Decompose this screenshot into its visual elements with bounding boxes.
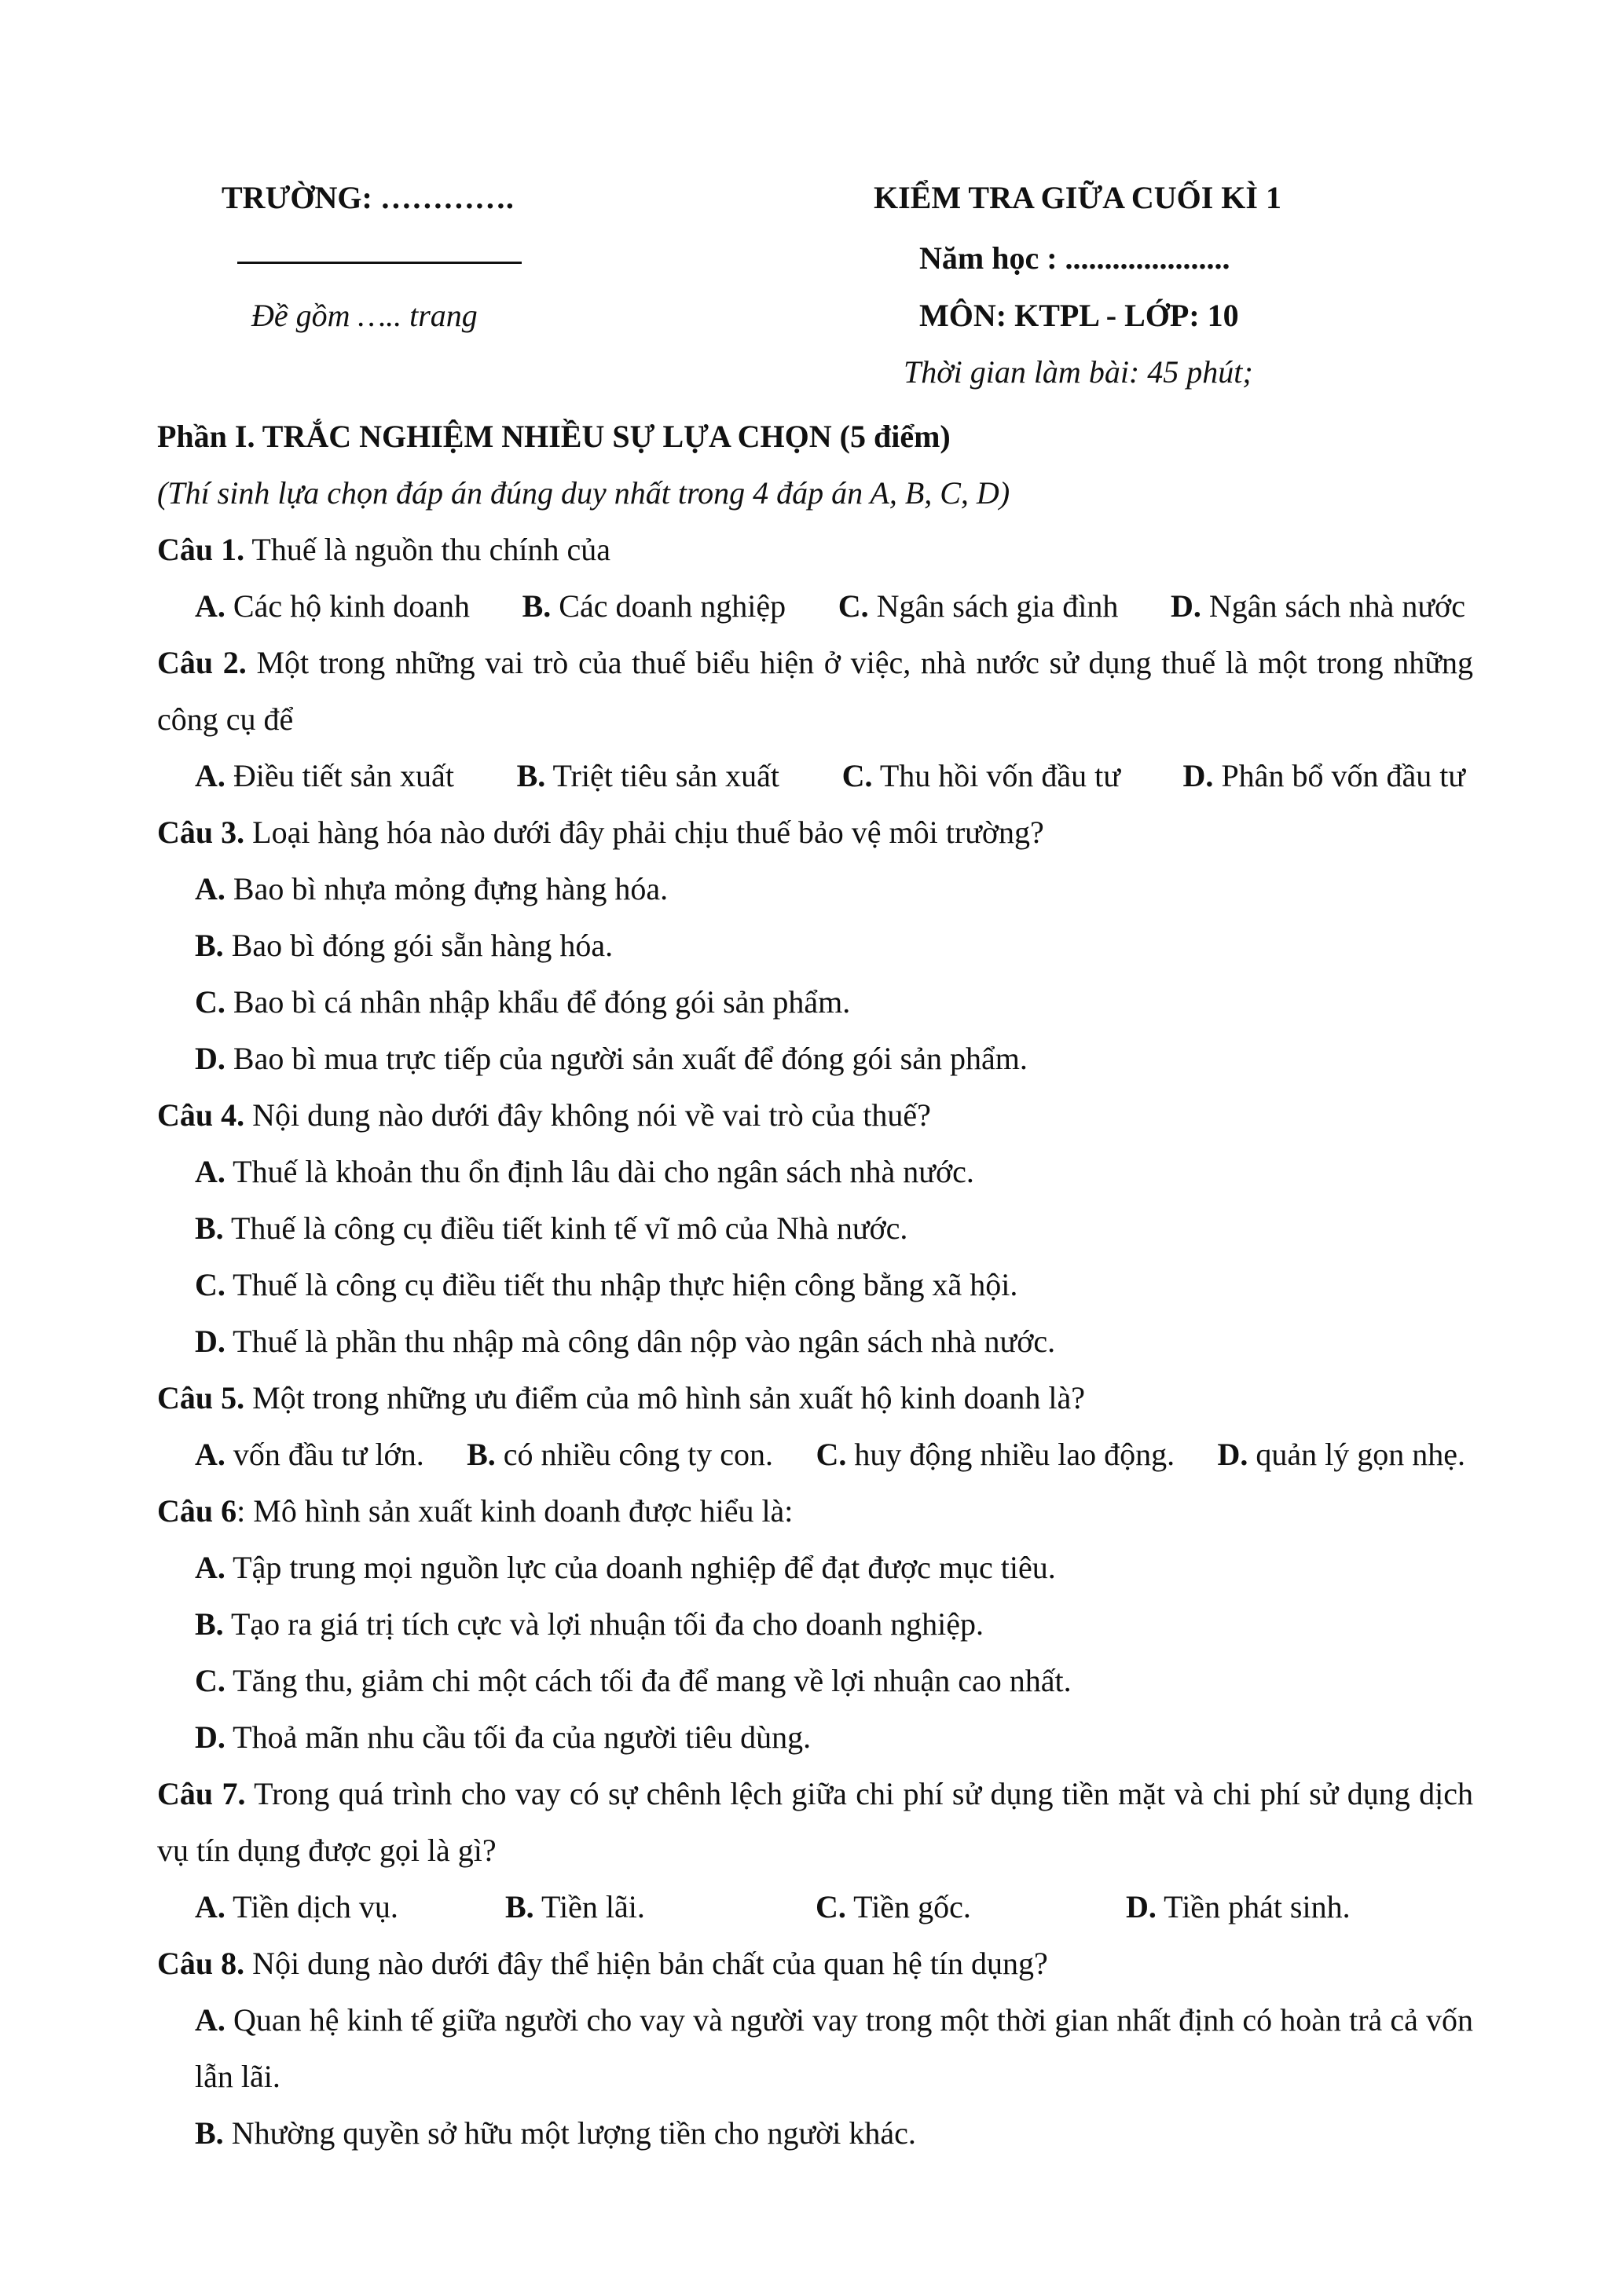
option-d: D. quản lý gọn nhẹ. — [1217, 1437, 1465, 1472]
option-b: B. Tạo ra giá trị tích cực và lợi nhuận tối đa cho doanh nghiệp. — [195, 1606, 984, 1642]
question-label: Câu 3. — [157, 815, 245, 850]
exam-content — [157, 408, 1473, 2162]
question-label: Câu 2. — [157, 645, 247, 680]
question-text: Một trong những vai trò của thuế biểu hiện ở việc, nhà nước sử dụng thuế là một trong những công cụ để — [157, 645, 1473, 737]
question-7 — [157, 1766, 1473, 1879]
option-c: C. Ngân sách gia đình — [838, 588, 1119, 624]
question-label: Câu 8. — [157, 1946, 245, 1981]
question-2 — [157, 635, 1473, 748]
option-d: D. Tiền phát sinh. — [1126, 1889, 1351, 1924]
header-divider — [237, 262, 522, 264]
option-b: B. Tiền lãi. — [505, 1889, 645, 1924]
option-c: C. Bao bì cá nhân nhập khẩu để đóng gói sản phẩm. — [195, 984, 851, 1020]
question-4 — [157, 1087, 1473, 1144]
school-year: Năm học : ..................... — [919, 240, 1230, 276]
option-d: D. Thuế là phần thu nhập mà công dân nộp vào ngân sách nhà nước. — [195, 1324, 1056, 1359]
question-label: Câu 6 — [157, 1493, 237, 1529]
question-label: Câu 5. — [157, 1380, 245, 1415]
subject-grade: MÔN: KTPL - LỚP: 10 — [919, 298, 1239, 333]
question-text: Loại hàng hóa nào dưới đây phải chịu thuế bảo vệ môi trường? — [244, 815, 1044, 850]
option-a: A. Quan hệ kinh tế giữa người cho vay và người vay trong một thời gian nhất định có hoàn trả cả vốn lẫn lãi. — [195, 2002, 1473, 2094]
option-b: B. Thuế là công cụ điều tiết kinh tế vĩ mô của Nhà nước. — [195, 1210, 908, 1246]
question-1 — [157, 522, 1473, 578]
exam-title: KIỂM TRA GIỮA CUỐI KÌ 1 — [874, 180, 1281, 215]
option-b: B. có nhiều công ty con. — [467, 1437, 774, 1472]
option-a: A. Tiền dịch vụ. — [195, 1889, 398, 1924]
question-text: Trong quá trình cho vay có sự chênh lệch giữa chi phí sử dụng tiền mặt và chi phí sử dụng dịch vụ tín dụng được gọi là gì? — [157, 1776, 1473, 1868]
question-text: Thuế là nguồn thu chính của — [244, 532, 610, 567]
option-b: B. Bao bì đóng gói sẵn hàng hóa. — [195, 928, 614, 963]
option-d: D. Bao bì mua trực tiếp của người sản xuất để đóng gói sản phẩm. — [195, 1041, 1028, 1076]
option-c: C. huy động nhiều lao động. — [816, 1437, 1175, 1472]
section-title: Phần I. TRẮC NGHIỆM NHIỀU SỰ LỰA CHỌN (5 điểm) — [157, 419, 951, 454]
question-5 — [157, 1370, 1473, 1426]
options-row — [157, 748, 1473, 804]
school-field: TRƯỜNG: …………. — [222, 180, 514, 215]
option-d: D. Ngân sách nhà nước — [1171, 588, 1465, 624]
option-a: A. Tập trung mọi nguồn lực của doanh nghiệp để đạt được mục tiêu. — [195, 1550, 1056, 1585]
page-count: Đề gồm ….. trang — [251, 298, 478, 333]
question-3 — [157, 804, 1473, 861]
question-6 — [157, 1483, 1473, 1540]
question-text: Một trong những ưu điểm của mô hình sản xuất hộ kinh doanh là? — [244, 1380, 1086, 1415]
option-a: A. vốn đầu tư lớn. — [195, 1437, 424, 1472]
question-text: : Mô hình sản xuất kinh doanh được hiểu là: — [236, 1493, 794, 1529]
question-8 — [157, 1935, 1473, 1992]
options-row — [157, 1426, 1473, 1483]
option-b: B. Nhường quyền sở hữu một lượng tiền cho người khác. — [195, 2115, 916, 2151]
option-c: C. Tiền gốc. — [816, 1889, 971, 1924]
option-b: B. Các doanh nghiệp — [522, 588, 786, 624]
option-a: A. Thuế là khoản thu ổn định lâu dài cho ngân sách nhà nước. — [195, 1154, 974, 1189]
question-label: Câu 4. — [157, 1097, 245, 1133]
question-text: Nội dung nào dưới đây thể hiện bản chất của quan hệ tín dụng? — [244, 1946, 1048, 1981]
option-b: B. Triệt tiêu sản xuất — [516, 758, 780, 793]
section-instructions: (Thí sinh lựa chọn đáp án đúng duy nhất trong 4 đáp án A, B, C, D) — [157, 475, 1010, 511]
exam-duration: Thời gian làm bài: 45 phút; — [904, 354, 1253, 390]
option-c: C. Thuế là công cụ điều tiết thu nhập thực hiện công bằng xã hội. — [195, 1267, 1018, 1302]
option-d: D. Thoả mãn nhu cầu tối đa của người tiêu dùng. — [195, 1719, 812, 1755]
options-row — [157, 1879, 1473, 1935]
option-a: A. Các hộ kinh doanh — [195, 588, 470, 624]
option-c: C. Thu hồi vốn đầu tư — [841, 758, 1120, 793]
option-c: C. Tăng thu, giảm chi một cách tối đa để mang về lợi nhuận cao nhất. — [195, 1663, 1072, 1698]
options-row — [157, 578, 1473, 635]
option-a: A. Bao bì nhựa mỏng đựng hàng hóa. — [195, 871, 669, 906]
question-label: Câu 7. — [157, 1776, 246, 1811]
question-label: Câu 1. — [157, 532, 245, 567]
option-a: A. Điều tiết sản xuất — [195, 758, 454, 793]
option-d: D. Phân bổ vốn đầu tư — [1182, 758, 1465, 793]
question-text: Nội dung nào dưới đây không nói về vai trò của thuế? — [244, 1097, 931, 1133]
